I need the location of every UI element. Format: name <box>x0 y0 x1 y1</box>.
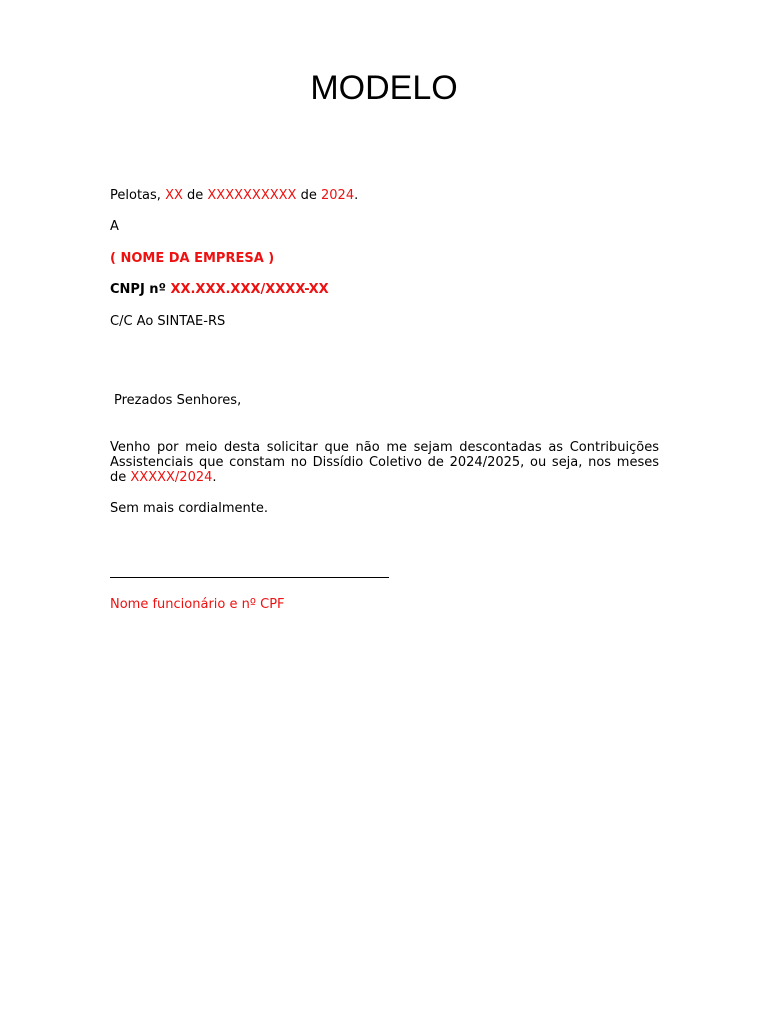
body-text: Venho por meio desta solicitar que não me sejam descontadas as Contribuições Assistenciais que constam no Dissídio Coletivo de 2024/2025, ou seja, nos meses de <box>110 440 659 485</box>
company-name-placeholder: ( NOME DA EMPRESA ) <box>110 251 275 266</box>
date-month-placeholder: XXXXXXXXXX <box>207 188 297 203</box>
date-de-1: de <box>187 188 204 203</box>
date-city: Pelotas, <box>110 188 161 203</box>
date-line <box>110 188 660 204</box>
closing: Sem mais cordialmente. <box>110 501 268 516</box>
date-day-placeholder: XX <box>165 188 183 203</box>
cnpj-line <box>110 282 660 298</box>
date-period: . <box>354 188 359 203</box>
cc-line: C/C Ao SINTAE-RS <box>110 314 226 329</box>
signature-line <box>110 577 389 578</box>
body-period: . <box>212 470 217 485</box>
body-paragraph <box>110 440 659 485</box>
document-title: MODELO <box>310 69 458 107</box>
cnpj-value-placeholder: XX.XXX.XXX/XXXX-XX <box>170 282 329 297</box>
cnpj-label: CNPJ nº <box>110 282 166 297</box>
signature-caption: Nome funcionário e nº CPF <box>110 597 285 612</box>
recipient-prefix: A <box>110 219 119 234</box>
date-de-2: de <box>300 188 317 203</box>
date-year: 2024 <box>321 188 355 203</box>
body-months-placeholder: XXXXX/2024 <box>130 470 213 485</box>
greeting: Prezados Senhores, <box>114 393 242 408</box>
